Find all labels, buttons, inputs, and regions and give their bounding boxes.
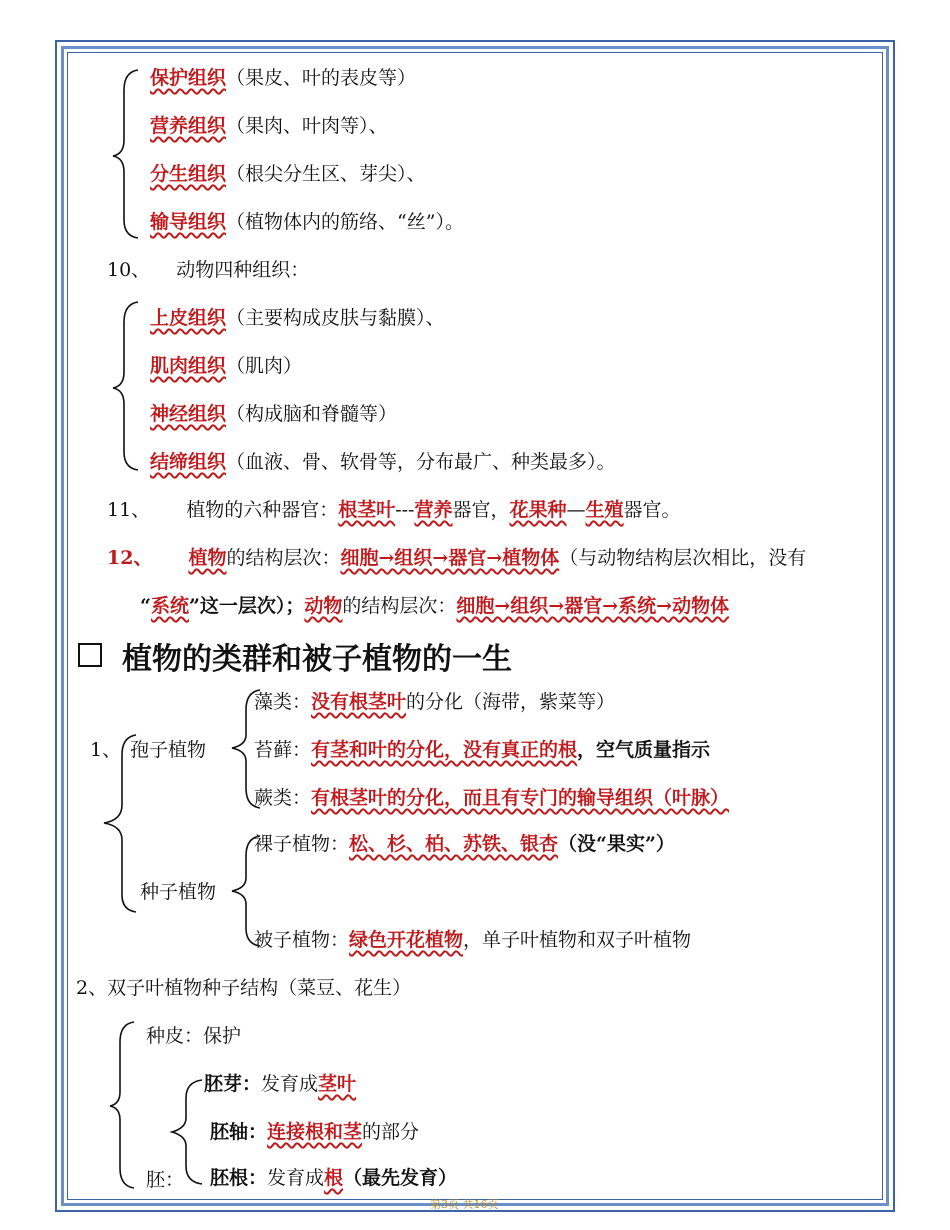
keyword: 没有根茎叶 [311, 691, 407, 713]
label: 胚根： [210, 1167, 268, 1189]
spore-plants-label: 孢子植物 [130, 739, 207, 761]
plumule-row [204, 1072, 356, 1096]
fern-row [254, 786, 729, 810]
keyword: 松、杉、柏、苏铁、银杏 [349, 833, 559, 855]
text: 的结构层次： [226, 547, 341, 569]
algae-row [254, 690, 615, 714]
text: --- [395, 499, 415, 521]
text: 器官， [452, 499, 510, 521]
checkbox-icon [78, 643, 102, 667]
term: 输导组织 [150, 211, 227, 233]
desc: （植物体内的筋络、“丝”）。 [226, 211, 464, 233]
desc: （果皮、叶的表皮等） [226, 67, 417, 89]
section1-number: 1、 [90, 739, 122, 761]
text: ”这一层次）； [188, 595, 305, 617]
text: 植物的六种器官： [186, 499, 339, 521]
desc: （果肉、叶肉等）、 [226, 115, 388, 137]
radicle-row [210, 1166, 457, 1190]
term: 上皮组织 [150, 307, 227, 329]
desc: （主要构成皮肤与黏膜）、 [226, 307, 445, 329]
animal-tissue-item [150, 450, 616, 474]
text: “ [140, 595, 151, 617]
label: 胚轴： [210, 1121, 268, 1143]
label: 裸子植物： [254, 833, 350, 855]
term: 分生组织 [150, 163, 227, 185]
hypocotyl-row [210, 1120, 419, 1144]
keyword: 花果种 [509, 499, 567, 521]
section-heading [78, 634, 512, 678]
text: 的结构层次： [342, 595, 457, 617]
gymnosperm-row [254, 832, 675, 856]
keyword: 细胞→组织→器官→植物体 [340, 547, 560, 569]
text: （与动物结构层次相比，没有 [559, 547, 807, 569]
term: 神经组织 [150, 403, 227, 425]
keyword: 细胞→组织→器官→系统→动物体 [456, 595, 730, 617]
text: 的分化（海带，紫菜等） [406, 691, 616, 713]
label: 被子植物： [254, 929, 350, 951]
desc: （血液、骨、软骨等，分布最广、种类最多）。 [226, 451, 616, 473]
plant-tissue-item [150, 210, 464, 234]
keyword: 绿色开花植物 [349, 929, 464, 951]
item-number: 11、 [107, 499, 151, 521]
section2-title: 2、双子叶植物种子结构（菜豆、花生） [76, 977, 412, 999]
seed-coat-row: 种皮：保护 [146, 1025, 242, 1047]
text: — [566, 499, 586, 521]
text: （没“果实”） [558, 833, 675, 855]
label: 苔藓： [254, 739, 312, 761]
keyword: 有根茎叶的分化，而且有专门的输导组织（叶脉） [311, 787, 730, 809]
animal-tissue-item [150, 306, 445, 330]
page-footer: 第3页 共16页 [430, 1198, 499, 1211]
label: 藻类： [254, 691, 312, 713]
text: （最先发育） [343, 1167, 458, 1189]
item-number: 12、 [107, 547, 153, 569]
desc: （构成脑和脊髓等） [226, 403, 398, 425]
animal-tissue-item [150, 402, 397, 426]
keyword: 动物 [304, 595, 343, 617]
item-11 [107, 498, 681, 522]
plant-tissue-item [150, 162, 426, 186]
label: 蕨类： [254, 787, 312, 809]
term: 营养组织 [150, 115, 227, 137]
desc: （根尖分生区、芽尖）、 [226, 163, 426, 185]
angiosperm-row [254, 928, 691, 952]
text: ，空气质量指示 [577, 739, 711, 761]
item-10 [107, 258, 309, 282]
text: ，单子叶植物和双子叶植物 [463, 929, 692, 951]
keyword: 营养 [414, 499, 453, 521]
item-text: 动物四种组织： [176, 259, 310, 281]
keyword: 连接根和茎 [267, 1121, 363, 1143]
term: 肌肉组织 [150, 355, 227, 377]
text: 发育成 [267, 1167, 325, 1189]
keyword: 根 [324, 1167, 344, 1189]
keyword: 茎叶 [318, 1073, 357, 1095]
keyword: 根茎叶 [338, 499, 396, 521]
moss-row [254, 738, 710, 762]
label: 胚芽： [204, 1073, 262, 1095]
keyword: 生殖 [585, 499, 624, 521]
embryo-label: 胚： [146, 1169, 185, 1191]
text: 的部分 [362, 1121, 420, 1143]
animal-tissue-item [150, 354, 302, 378]
term: 保护组织 [150, 67, 227, 89]
text: 发育成 [261, 1073, 319, 1095]
text: 器官。 [623, 499, 681, 521]
item-12-line2 [140, 594, 729, 618]
keyword: 有茎和叶的分化，没有真正的根 [311, 739, 578, 761]
desc: （肌肉） [226, 355, 303, 377]
item-12-line1 [107, 546, 806, 570]
term: 结缔组织 [150, 451, 227, 473]
plant-tissue-item [150, 66, 416, 90]
keyword: 植物 [188, 547, 227, 569]
plant-tissue-item [150, 114, 388, 138]
keyword: 系统 [150, 595, 189, 617]
item-number: 10、 [107, 259, 151, 281]
heading-text: 植物的类群和被子植物的一生 [122, 642, 512, 677]
seed-plants-label: 种子植物 [140, 881, 217, 903]
